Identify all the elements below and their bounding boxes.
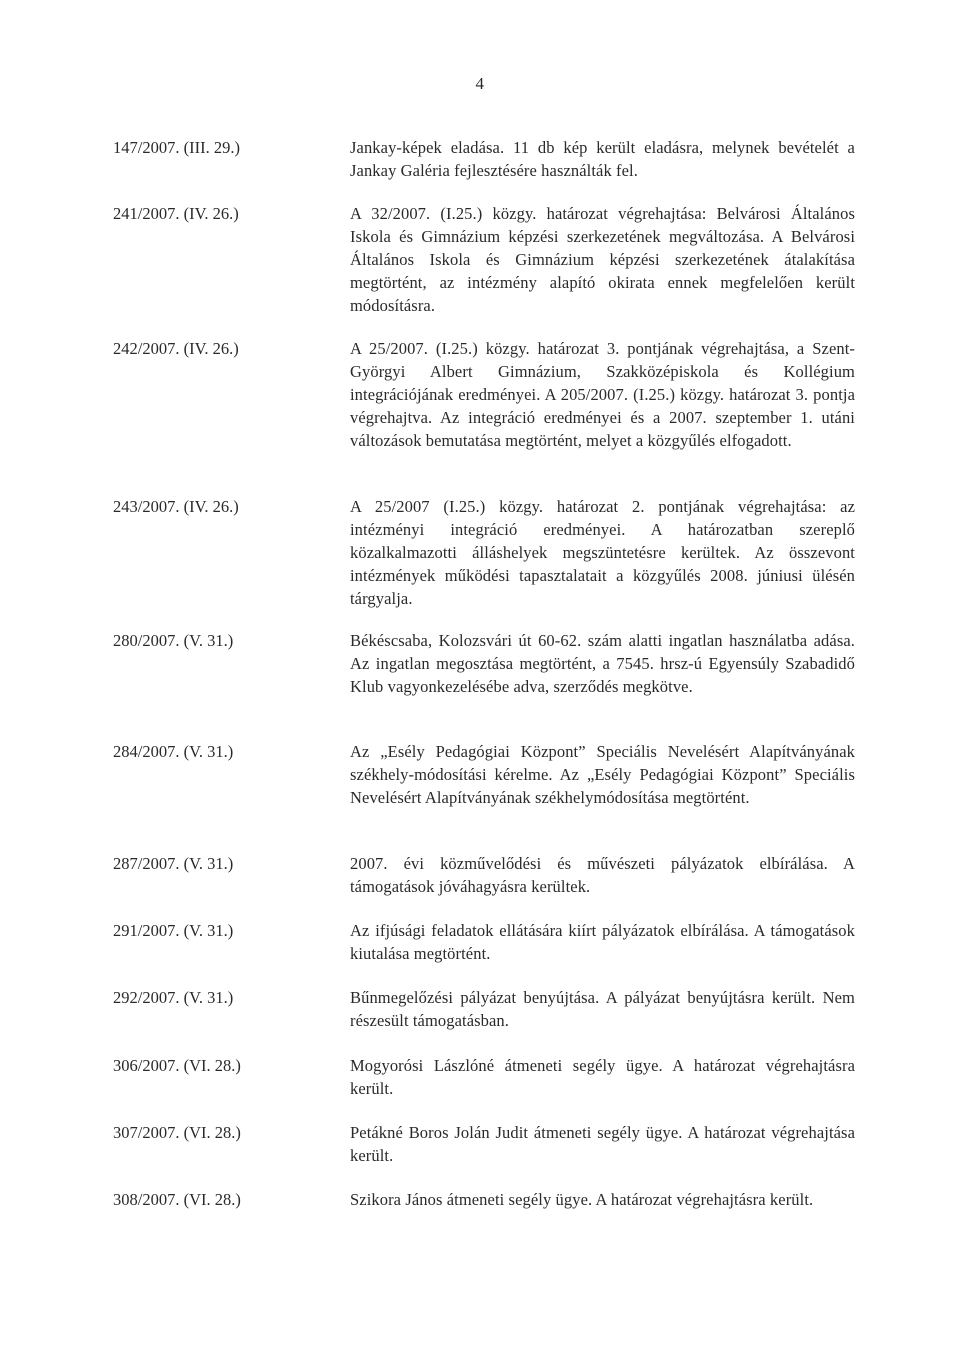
resolution-number: 280/2007. (V. 31.) xyxy=(113,631,234,650)
resolution-description: Szikora János átmeneti segély ügye. A határozat végrehajtásra került. xyxy=(350,1190,814,1209)
resolution-description: 2007. évi közművelődési és művészeti pályázatok elbírálása. A támogatások jóváhagyásra kerültek. xyxy=(350,854,855,896)
resolution-number: 291/2007. (V. 31.) xyxy=(113,921,234,940)
resolution-description: Petákné Boros Jolán Judit átmeneti segély ügye. A határozat végrehajtása került. xyxy=(350,1123,855,1165)
resolution-description: Az „Esély Pedagógiai Központ” Speciális Nevelésért Alapítványának székhely-módosítási kérelme. Az „Esély Pedagógiai Központ” Speciális Nevelésért Alapítványának székhelymódosítása megtörtént. xyxy=(350,742,855,807)
resolution-description: A 32/2007. (I.25.) közgy. határozat végrehajtása: Belvárosi Általános Iskola és Gimnázium képzési szerkezetének megváltozása. A Belvárosi Általános Iskola és Gimnázium képzési szerkezetének átalakítása megtörtént, az intézmény alapító okirata ennek megfelelően került módosításra. xyxy=(350,204,855,315)
resolution-number: 284/2007. (V. 31.) xyxy=(113,742,234,761)
resolution-number: 308/2007. (VI. 28.) xyxy=(113,1190,241,1209)
resolution-number: 287/2007. (V. 31.) xyxy=(113,854,234,873)
page-number: 4 xyxy=(475,74,485,93)
resolution-description: Bűnmegelőzési pályázat benyújtása. A pályázat benyújtásra került. Nem részesült támogatásban. xyxy=(350,988,855,1030)
resolution-number: 306/2007. (VI. 28.) xyxy=(113,1056,241,1075)
resolution-number: 292/2007. (V. 31.) xyxy=(113,988,234,1007)
resolution-description: Jankay-képek eladása. 11 db kép került eladásra, melynek bevételét a Jankay Galéria fejlesztésére használták fel. xyxy=(350,138,855,180)
resolution-number: 147/2007. (III. 29.) xyxy=(113,138,240,157)
resolution-number: 242/2007. (IV. 26.) xyxy=(113,339,239,358)
resolution-number: 241/2007. (IV. 26.) xyxy=(113,204,239,223)
resolution-description: Az ifjúsági feladatok ellátására kiírt pályázatok elbírálása. A támogatások kiutalása megtörtént. xyxy=(350,921,855,963)
resolution-description: Mogyorósi Lászlóné átmeneti segély ügye. A határozat végrehajtásra került. xyxy=(350,1056,855,1098)
resolution-description: A 25/2007 (I.25.) közgy. határozat 2. pontjának végrehajtása: az intézményi integráció eredményei. A határozatban szereplő közalkalmazotti álláshelyek megszüntetésre kerültek. Az összevont intézmények működési tapasztalatait a közgyűlés 2008. júniusi ülésén tárgyalja. xyxy=(350,497,855,608)
resolution-number: 307/2007. (VI. 28.) xyxy=(113,1123,241,1142)
resolution-number: 243/2007. (IV. 26.) xyxy=(113,497,239,516)
resolution-description: Békéscsaba, Kolozsvári út 60-62. szám alatti ingatlan használatba adása. Az ingatlan megosztása megtörtént, a 7545. hrsz-ú Egyensúly Szabadidő Klub vagyonkezelésébe adva, szerződés megkötve. xyxy=(350,631,855,696)
resolution-description: A 25/2007. (I.25.) közgy. határozat 3. pontjának végrehajtása, a Szent-Györgyi Albert Gimnázium, Szakközépiskola és Kollégium integrációjának eredményei. A 205/2007. (I.25.) közgy. határozat 3. pontja végrehajtva. Az integráció eredményei és a 2007. szeptember 1. utáni változások bemutatása megtörtént, melyet a közgyűlés elfogadott. xyxy=(350,339,855,450)
